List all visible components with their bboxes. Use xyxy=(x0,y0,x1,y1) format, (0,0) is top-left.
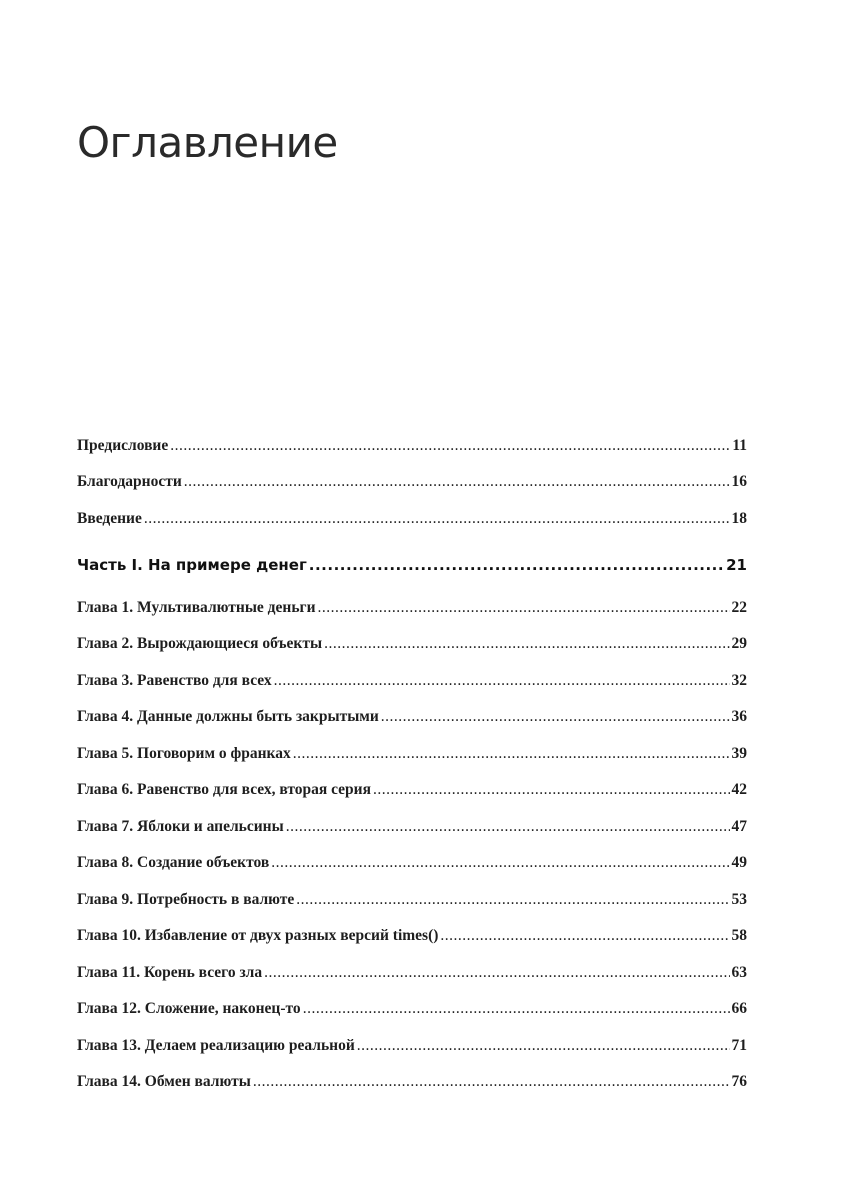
toc-entry-title: Введение xyxy=(77,510,142,527)
toc-entry-page: 29 xyxy=(731,635,747,652)
toc-entry-chapter-9[interactable] xyxy=(77,892,747,908)
toc-entry-chapter-10[interactable] xyxy=(77,928,747,944)
toc-dot-leader xyxy=(296,892,729,908)
toc-dot-leader xyxy=(324,636,729,652)
toc-entry-page: 21 xyxy=(726,556,747,574)
toc-entry-page: 53 xyxy=(731,891,747,908)
toc-entry-title: Глава 14. Обмен валюты xyxy=(77,1073,251,1090)
toc-entry-chapter-5[interactable] xyxy=(77,746,747,762)
toc-dot-leader xyxy=(144,511,730,527)
toc-entry-page: 32 xyxy=(731,672,747,689)
toc-entry-title: Предисловие xyxy=(77,437,169,454)
toc-dot-leader xyxy=(271,855,729,871)
toc-dot-leader xyxy=(253,1074,730,1090)
toc-entry-acknowledgements[interactable] xyxy=(77,474,747,490)
toc-entry-title: Часть I. На примере денег xyxy=(77,556,307,574)
toc-dot-leader xyxy=(293,746,730,762)
toc-entry-page: 39 xyxy=(731,745,747,762)
toc-entry-title: Глава 3. Равенство для всех xyxy=(77,672,272,689)
toc-entry-part-1[interactable] xyxy=(77,558,747,573)
toc-entry-title: Глава 1. Мультивалютные деньги xyxy=(77,599,316,616)
toc-dot-leader xyxy=(318,600,730,616)
toc-entry-chapter-3[interactable] xyxy=(77,673,747,689)
toc-entry-title: Глава 4. Данные должны быть закрытыми xyxy=(77,708,379,725)
toc-entry-title: Глава 8. Создание объектов xyxy=(77,854,270,871)
toc-dot-leader xyxy=(357,1038,730,1054)
toc-entry-chapter-14[interactable] xyxy=(77,1074,747,1090)
toc-entry-chapter-7[interactable] xyxy=(77,819,747,835)
toc-entry-title: Глава 5. Поговорим о франках xyxy=(77,745,291,762)
toc-dot-leader xyxy=(440,928,729,944)
toc-entry-page: 18 xyxy=(731,510,747,527)
toc-entry-chapter-2[interactable] xyxy=(77,636,747,652)
page-title: Оглавление xyxy=(77,118,338,167)
toc-entry-chapter-4[interactable] xyxy=(77,709,747,725)
toc-entry-title: Глава 10. Избавление от двух разных версий times() xyxy=(77,927,439,944)
toc-entry-chapter-8[interactable] xyxy=(77,855,747,871)
toc-entry-title: Глава 6. Равенство для всех, вторая серия xyxy=(77,781,371,798)
toc-entry-title: Глава 7. Яблоки и апельсины xyxy=(77,818,284,835)
toc-entry-page: 63 xyxy=(731,964,747,981)
toc-entry-title: Глава 11. Корень всего зла xyxy=(77,964,263,981)
toc-entry-title: Глава 2. Вырождающиеся объекты xyxy=(77,635,323,652)
toc-entry-chapter-12[interactable] xyxy=(77,1001,747,1017)
toc-entry-page: 22 xyxy=(731,599,747,616)
toc-dot-leader xyxy=(264,965,729,981)
toc-dot-leader xyxy=(373,782,730,798)
toc-entry-introduction[interactable] xyxy=(77,511,747,527)
toc-entry-page: 47 xyxy=(731,818,747,835)
toc-entry-chapter-11[interactable] xyxy=(77,965,747,981)
toc-entry-preface[interactable] xyxy=(77,438,747,454)
toc-dot-leader xyxy=(303,1001,730,1017)
toc-entry-title: Благодарности xyxy=(77,473,182,490)
toc-entry-page: 58 xyxy=(731,927,747,944)
toc-dot-leader xyxy=(381,709,730,725)
toc-dot-leader xyxy=(170,438,730,454)
toc-entry-chapter-13[interactable] xyxy=(77,1038,747,1054)
toc-entry-title: Глава 12. Сложение, наконец-то xyxy=(77,1000,301,1017)
toc-entry-page: 16 xyxy=(731,473,747,490)
toc-dot-leader xyxy=(286,819,730,835)
toc-entry-title: Глава 9. Потребность в валюте xyxy=(77,891,295,908)
toc-entry-page: 66 xyxy=(731,1000,747,1017)
toc-entry-chapter-1[interactable] xyxy=(77,600,747,616)
toc-entry-page: 42 xyxy=(731,781,747,798)
toc-dot-leader xyxy=(184,474,730,490)
toc-entry-chapter-6[interactable] xyxy=(77,782,747,798)
toc-entry-title: Глава 13. Делаем реализацию реальной xyxy=(77,1037,355,1054)
toc-entry-page: 71 xyxy=(731,1037,747,1054)
toc-dot-leader xyxy=(309,558,724,573)
toc-entry-page: 11 xyxy=(732,437,747,454)
toc-dot-leader xyxy=(274,673,730,689)
toc-entry-page: 36 xyxy=(731,708,747,725)
toc-entry-page: 76 xyxy=(731,1073,747,1090)
toc-entry-page: 49 xyxy=(731,854,747,871)
